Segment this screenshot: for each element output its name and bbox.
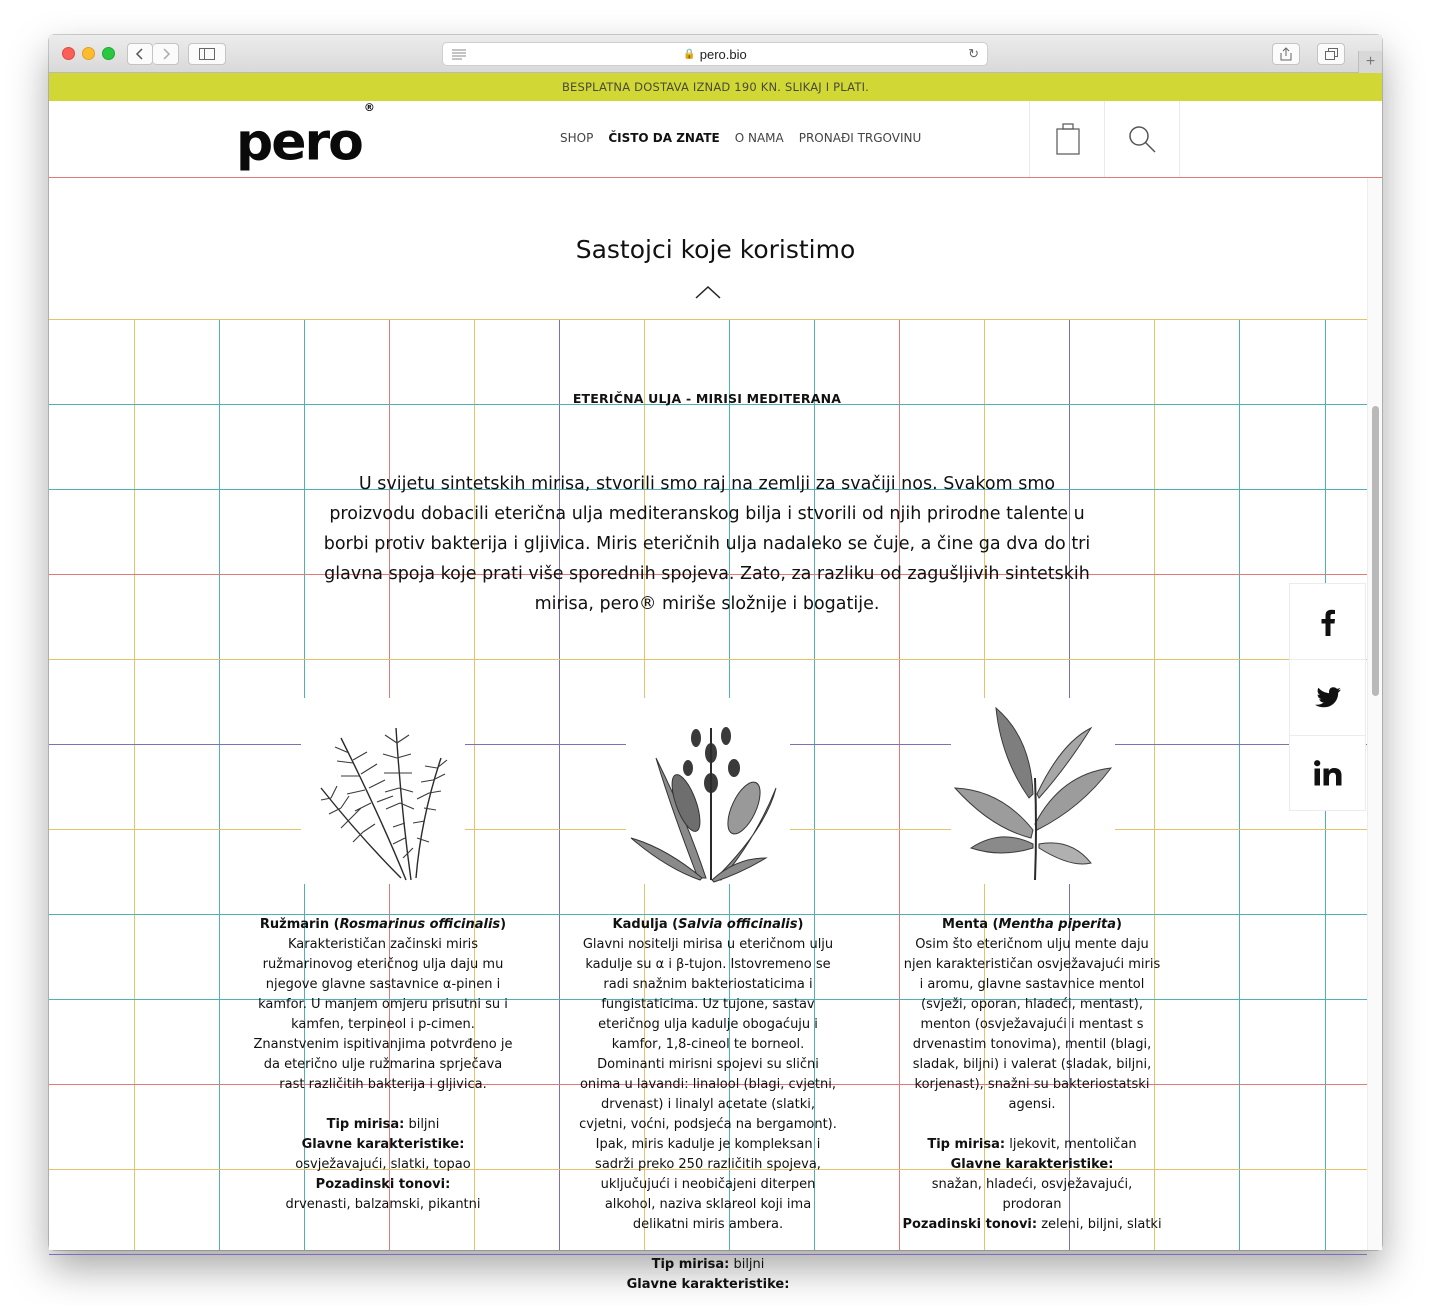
social-share-bar (1289, 583, 1366, 811)
plus-icon: + (1365, 53, 1376, 70)
nav-item-o-nama[interactable]: O NAMA (734, 131, 784, 145)
sidebar-toggle-button[interactable] (188, 43, 226, 65)
scent-type-value: biljni (408, 1117, 440, 1132)
reader-icon[interactable] (452, 48, 466, 60)
nav-item-pronadi-trgovinu[interactable]: PRONAĐI TRGOVINU (798, 131, 922, 145)
shopping-bag-icon (1056, 123, 1080, 155)
plant-name: Ružmarin (259, 917, 330, 932)
close-window-button[interactable] (62, 47, 75, 60)
main-characteristics-label: Glavne karakteristike: (301, 1137, 465, 1152)
scent-type-label: Tip mirisa: (651, 1257, 730, 1272)
background-tones-label: Pozadinski tonovi: (902, 1217, 1038, 1232)
plant-title: Ružmarin (Rosmarinus officinalis) (259, 917, 507, 932)
search-icon (1128, 125, 1156, 153)
scent-type-label: Tip mirisa: (326, 1117, 405, 1132)
plant-card-rosemary (252, 915, 514, 1215)
tabs-icon (1325, 48, 1338, 60)
plant-scientific-name: Salvia officinalis (678, 917, 798, 932)
main-characteristics-label: Glavne karakteristike: (626, 1277, 790, 1292)
new-tab-button[interactable] (1358, 51, 1382, 73)
plant-name: Kadulja (612, 917, 668, 932)
reload-icon[interactable]: ↻ (968, 46, 979, 61)
rosemary-illustration (301, 698, 465, 884)
page-scrollbar[interactable] (1367, 178, 1382, 1250)
sage-illustration (626, 698, 790, 884)
rosemary-image (301, 698, 465, 884)
background-tones-value: drvenasti, balzamski, pikantni (285, 1197, 481, 1212)
plant-title: Menta (Mentha piperita) (942, 917, 1122, 932)
linkedin-icon (1314, 760, 1342, 786)
plant-card-mint (901, 915, 1163, 1235)
minimize-window-button[interactable] (82, 47, 95, 60)
plant-card-sage (577, 915, 839, 1295)
back-button[interactable] (127, 43, 153, 65)
sidebar-icon (199, 48, 215, 60)
forward-button[interactable] (153, 43, 179, 65)
site-header (49, 101, 1382, 178)
scent-type-value: ljekovit, mentoličan (1009, 1137, 1137, 1152)
collapse-chevron-up-icon[interactable] (695, 285, 721, 299)
cart-button[interactable] (1029, 101, 1105, 177)
facebook-share-button[interactable] (1289, 583, 1366, 659)
main-characteristics-value: snažan, hladeći, osvježavajući, prodoran (931, 1177, 1133, 1212)
plant-description: Glavni nositelji mirisa u eteričnom ulju kadulje su α i β-tujon. Istovremeno se radi snažnim bakteriostaticima i fungistaticima. Uz tujone, sastav eteričnog ulja kadulje obogaćuju i kamfor, 1,8-cineol te borneol. Dominanti mirisni spojevi su slični onima u lavandi: linalool (blagi, cvjetni, drvenast) i linalyl acetate (slatki, cvjetni, voćni, podsjeća na bergamont). Ipak, miris kadulje je kompleksan i sadrži preko 250 različitih spojeva, uključujući i neobičajeni diterpen alkohol, naziva sklareol koji ima delikatni miris ambera. (579, 937, 837, 1232)
scrollbar-thumb[interactable] (1372, 406, 1379, 696)
scent-type (252, 1115, 514, 1135)
plant-scientific-name: Rosmarinus officinalis (339, 917, 501, 932)
lock-icon: 🔒 (683, 48, 696, 60)
logo-text: pero (236, 112, 362, 173)
plant-description: Karakterističan začinski miris ružmarinovog eteričnog ulja daju mu njegove glavne sastavnice α-pinen i kamfor. U manjem omjeru prisutni su i kamfen, terpineol i p-cimen. Znanstvenim ispitivanjima potvrđeno je da eterično ulje ružmarina sprječava rast različitih bakterija i gljivica. (253, 937, 513, 1092)
plant-description: Osim što eteričnom ulju mente daju njen karakterističan osvježavajući miris i aromu, glavne sastavnice mentol (svježi, oporan, hladeći, mentast), menton (osvježavajući i mentast s drvenastim tonovima), mentil (blagi, sladak, biljni) i valerat (sladak, biljni, korjenast), snažni su bakteriostatski agensi. (903, 937, 1161, 1112)
section-subheading: ETERIČNA ULJA - MIRISI MEDITERANA (572, 391, 842, 406)
plant-title: Kadulja (Salvia officinalis) (612, 917, 804, 932)
address-bar[interactable] (442, 42, 988, 66)
nav-item-shop[interactable]: SHOP (560, 131, 594, 145)
intro-paragraph: U svijetu sintetskih mirisa, stvorili smo raj na zemlji za svačiji nos. Svakom smo proizvodu dobacili eterična ulja mediteranskog bilja i stvorili od njih prirodne talente u borbi protiv bakterija i gljivica. Miris eteričnih ulja nadaleko se čuje, a čine ga dva do tri glavna spoja koje prati više sporednih spojeva. Zato, za razliku od zagušljivih sintetskih mirisa, pero® miriše složnije i bogatije. (323, 474, 1091, 614)
facebook-icon (1320, 608, 1336, 636)
tabs-overview-button[interactable] (1317, 43, 1345, 65)
background-tones-value: zeleni, biljni, slatki (1041, 1217, 1162, 1232)
section-title: Sastojci koje koristimo (575, 235, 856, 264)
scent-type-value: biljni (733, 1257, 765, 1272)
web-page (49, 73, 1382, 1292)
linkedin-share-button[interactable] (1289, 735, 1366, 811)
chevron-right-icon (162, 48, 170, 60)
chevron-left-icon (136, 48, 144, 60)
url-text: pero.bio (699, 46, 747, 62)
plant-name: Menta (942, 917, 989, 932)
twitter-share-button[interactable] (1289, 659, 1366, 735)
zoom-window-button[interactable] (102, 47, 115, 60)
scent-type-label: Tip mirisa: (927, 1137, 1006, 1152)
browser-window (49, 35, 1382, 1292)
sage-image (626, 698, 790, 884)
scent-type (577, 1255, 839, 1275)
main-characteristics-label: Glavne karakteristike: (950, 1157, 1114, 1172)
scent-type (901, 1135, 1163, 1155)
promo-text: BESPLATNA DOSTAVA IZNAD 190 KN. SLIKAJ I PLATI. (561, 80, 870, 94)
promo-banner (49, 73, 1382, 101)
nav-item-cisto-da-znate[interactable]: ČISTO DA ZNATE (608, 131, 720, 145)
background-tones-label: Pozadinski tonovi: (315, 1177, 451, 1192)
mint-image (951, 698, 1115, 884)
main-characteristics-value: osvježavajući, slatki, topao (295, 1157, 471, 1172)
registered-mark: ® (363, 101, 375, 114)
share-button[interactable] (1272, 43, 1300, 65)
main-nav (560, 131, 921, 145)
search-button[interactable] (1104, 101, 1180, 177)
mint-illustration (951, 698, 1115, 884)
twitter-icon (1314, 687, 1342, 709)
site-logo[interactable] (236, 101, 375, 173)
browser-toolbar (49, 35, 1382, 73)
share-icon (1280, 47, 1292, 61)
plant-scientific-name: Mentha piperita (998, 917, 1117, 932)
